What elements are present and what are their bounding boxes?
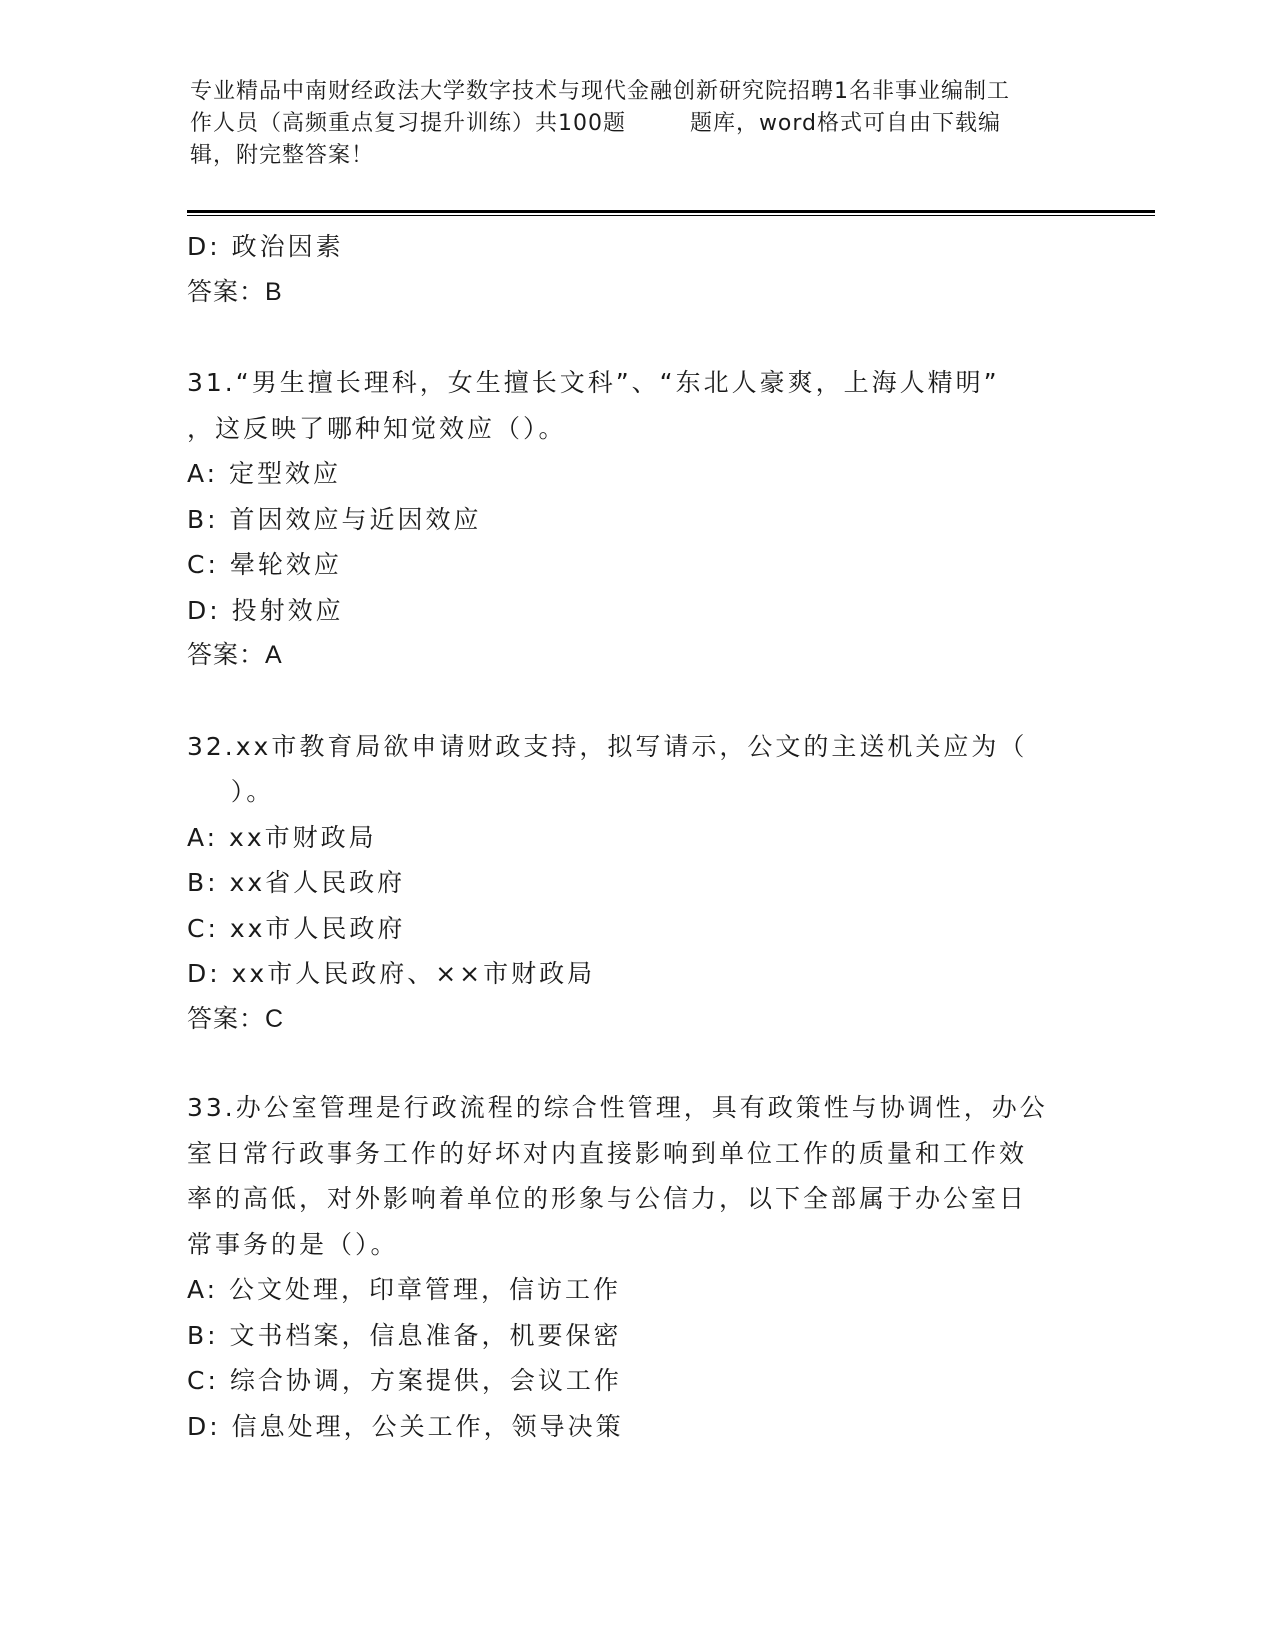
- option-d: D: 信息处理，公关工作，领导决策: [187, 1411, 624, 1441]
- header-divider-thick: [187, 210, 1155, 213]
- question-text-line: 32.xx市教育局欲申请财政支持，拟写请示，公文的主送机关应为（: [187, 731, 1028, 761]
- question-32: [187, 724, 1087, 1043]
- question-text-line: 室日常行政事务工作的好坏对内直接影响到单位工作的质量和工作效: [187, 1138, 1028, 1168]
- header-divider-thin: [187, 215, 1155, 216]
- option-d: D: 投射效应: [187, 595, 344, 625]
- question-text-line: 率的高低，对外影响着单位的形象与公信力，以下全部属于办公室日: [187, 1184, 1028, 1213]
- question-text-line: ，这反映了哪种知觉效应（）。: [187, 413, 567, 443]
- option-a: A: 公文处理，印章管理，信访工作: [187, 1275, 622, 1304]
- question-31: [187, 360, 1087, 679]
- header-line: 辑，附完整答案！: [190, 143, 375, 168]
- question-text-line: 常事务的是（）。: [187, 1229, 399, 1259]
- question-text-line: 33.办公室管理是行政流程的综合性管理，具有政策性与协调性，办公: [187, 1093, 1048, 1122]
- answer-line: 答案：A: [187, 641, 283, 669]
- document-header: [190, 76, 1090, 172]
- previous-question-tail: [187, 224, 1087, 315]
- answer-line: 答案：C: [187, 1004, 285, 1033]
- spacer: [187, 315, 1087, 360]
- option-c: C: xx市人民政府: [187, 913, 406, 943]
- question-text-line: ）。: [187, 777, 275, 806]
- option-a: A: xx市财政局: [187, 822, 377, 852]
- question-33: [187, 1085, 1087, 1449]
- question-text-line: 31.“男生擅长理科，女生擅长文科”、“东北人豪爽，上海人精明”: [187, 368, 1000, 397]
- question-content: [187, 224, 1087, 1449]
- header-line: 专业精品中南财经政法大学数字技术与现代金融创新研究院招聘1名非事业编制工: [190, 79, 1010, 104]
- option-d: D: 政治因素: [187, 232, 344, 261]
- option-b: B: xx省人民政府: [187, 868, 406, 897]
- option-b: B: 文书档案，信息准备，机要保密: [187, 1320, 622, 1350]
- option-d: D: xx市人民政府、××市财政局: [187, 959, 596, 988]
- option-c: C: 晕轮效应: [187, 550, 342, 579]
- spacer: [187, 1042, 1087, 1085]
- header-line: 作人员（高频重点复习提升训练）共100题 题库，word格式可自由下载编: [190, 111, 1002, 136]
- option-a: A: 定型效应: [187, 459, 342, 488]
- spacer: [187, 679, 1087, 724]
- option-b: B: 首因效应与近因效应: [187, 504, 482, 534]
- option-c: C: 综合协调，方案提供，会议工作: [187, 1366, 622, 1395]
- answer-line: 答案：B: [187, 277, 283, 306]
